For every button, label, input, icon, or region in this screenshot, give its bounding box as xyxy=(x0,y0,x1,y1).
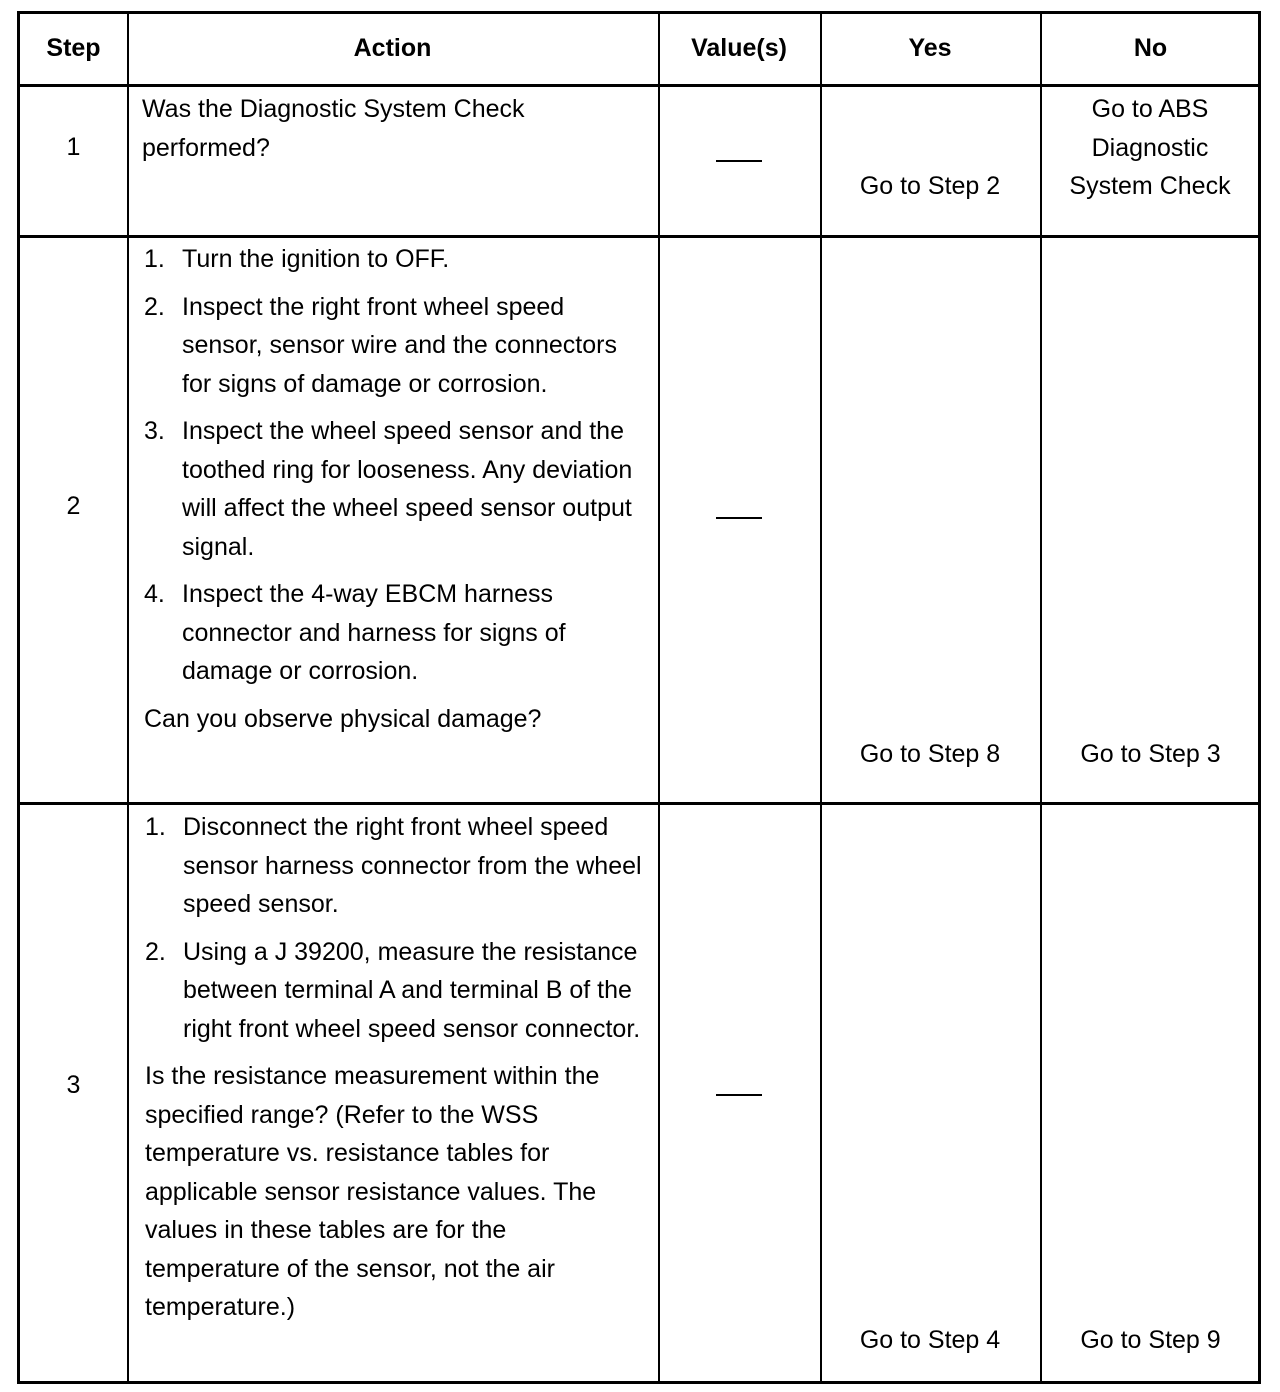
row2-question: Can you observe physical damage? xyxy=(144,704,542,733)
column-divider xyxy=(820,14,822,1381)
row-divider xyxy=(20,235,1258,238)
row3-value-dash xyxy=(716,1094,762,1096)
column-divider xyxy=(1040,14,1042,1381)
header-step: Step xyxy=(46,34,101,62)
list-item: 1. Turn the ignition to OFF. xyxy=(144,245,450,273)
list-item: 4. Inspect the 4-way EBCM harness connector and harness for signs of damage or corrosion. xyxy=(144,580,566,685)
row3-question: Is the resistance measurement within the specified range? (Refer to the WSS temperature vs. resistance tables for applicable sensor resistance values. The values in these tables are for the temperature of the sensor, not the air temperature.) xyxy=(145,1062,600,1321)
row2-action xyxy=(144,240,644,747)
header-action: Action xyxy=(353,34,432,62)
row3-yes: Go to Step 4 xyxy=(859,1326,1001,1354)
diagnostic-table xyxy=(17,11,1261,1384)
column-divider xyxy=(127,14,129,1381)
row2-step: 2 xyxy=(66,492,81,520)
list-item: 2. Using a J 39200, measure the resistance between terminal A and terminal B of the right front wheel speed sensor connector. xyxy=(145,937,641,1043)
row2-value-dash xyxy=(716,517,762,519)
header-yes: Yes xyxy=(908,34,952,62)
row-divider xyxy=(20,84,1258,87)
row2-yes: Go to Step 8 xyxy=(859,740,1001,768)
list-item: 1. Disconnect the right front wheel speed sensor harness connector from the wheel speed sensor. xyxy=(145,813,642,918)
list-item: 3. Inspect the wheel speed sensor and the toothed ring for looseness. Any deviation will affect the wheel speed sensor output signal. xyxy=(144,417,633,561)
row1-step: 1 xyxy=(66,133,81,161)
header-values: Value(s) xyxy=(691,34,787,62)
row1-yes: Go to Step 2 xyxy=(859,172,1001,200)
row1-action: Was the Diagnostic System Check performed? xyxy=(142,95,525,162)
row3-no: Go to Step 9 xyxy=(1080,1326,1221,1354)
list-item: 2. Inspect the right front wheel speed sensor, sensor wire and the connectors for signs of damage or corrosion. xyxy=(144,292,617,398)
header-no: No xyxy=(1133,34,1168,62)
row2-no: Go to Step 3 xyxy=(1080,740,1221,768)
column-divider xyxy=(658,14,660,1381)
row-divider xyxy=(20,802,1258,805)
row3-action xyxy=(145,808,645,1336)
row1-no: Go to ABS Diagnostic System Check xyxy=(1069,95,1231,200)
row1-value-dash xyxy=(716,160,762,162)
row3-step: 3 xyxy=(66,1071,81,1099)
